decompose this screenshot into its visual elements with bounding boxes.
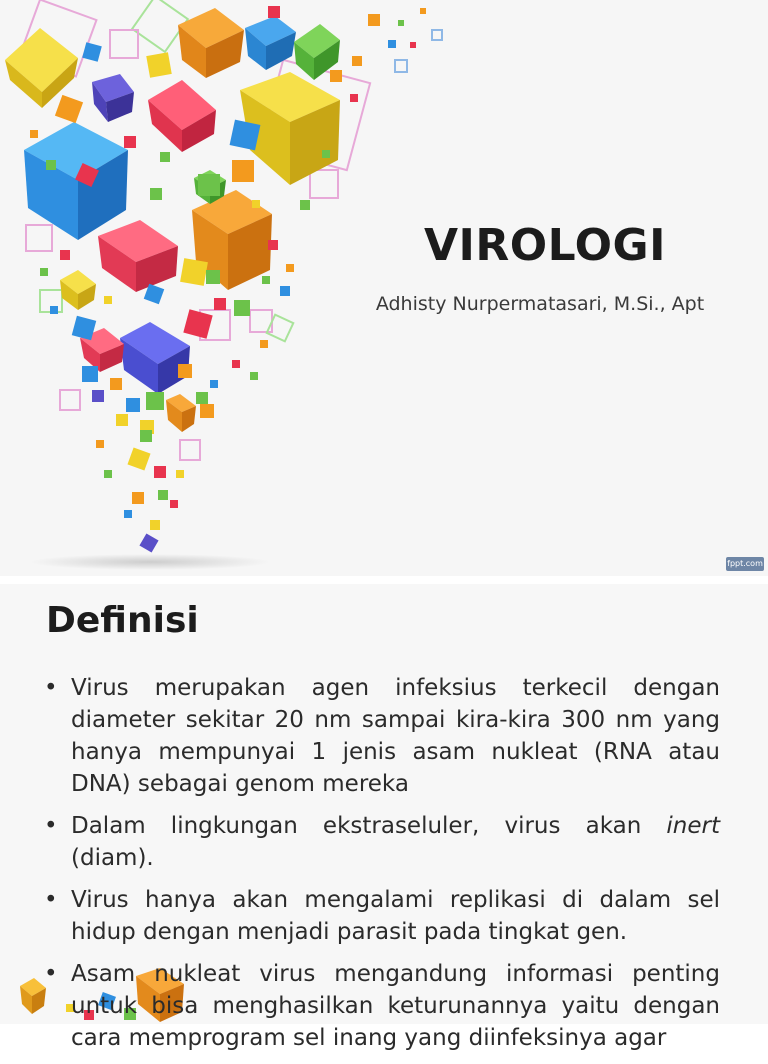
fppt-badge: fppt.com — [726, 557, 764, 571]
bullet-item — [44, 810, 720, 874]
bullet-item — [44, 958, 720, 1054]
colorful-cubes-illustration — [0, 0, 440, 576]
bullet-glyph: • — [44, 887, 58, 913]
definition-bullet-list — [44, 672, 720, 1064]
section-heading: Definisi — [46, 600, 199, 641]
bullet-glyph: • — [44, 961, 58, 987]
bullet-text-tail: (diam). — [71, 845, 154, 871]
bullet-text: Asam nukleat virus mengandung informasi penting untuk bisa menghasilkan keturunannya yaitu dengan cara memprogram sel inang yang diinfeksinya agar — [71, 961, 720, 1051]
bullet-item — [44, 884, 720, 948]
slide-gap — [0, 576, 768, 584]
bullet-text: Dalam lingkungan ekstraseluler, virus akan — [71, 813, 667, 839]
cube-yellow-top-left — [5, 28, 78, 108]
bullet-text: Virus hanya akan mengalami replikasi di dalam sel hidup dengan menjadi parasit pada tingkat gen. — [71, 887, 720, 945]
bullet-italic-term: inert — [666, 813, 720, 839]
slide-author: Adhisty Nurpermatasari, M.Si., Apt — [375, 293, 705, 315]
bullet-text: Virus merupakan agen infeksius terkecil dengan diameter sekitar 20 nm sampai kira-kira 300 nm yang hanya mempunyai 1 jenis asam nukleat (RNA atau DNA) sebagai genom mereka — [71, 675, 720, 797]
bullet-glyph: • — [44, 813, 58, 839]
definition-slide — [0, 584, 768, 1051]
bullet-item — [44, 672, 720, 800]
bullet-glyph: • — [44, 675, 58, 701]
slide-title: VIROLOGI — [423, 220, 667, 271]
